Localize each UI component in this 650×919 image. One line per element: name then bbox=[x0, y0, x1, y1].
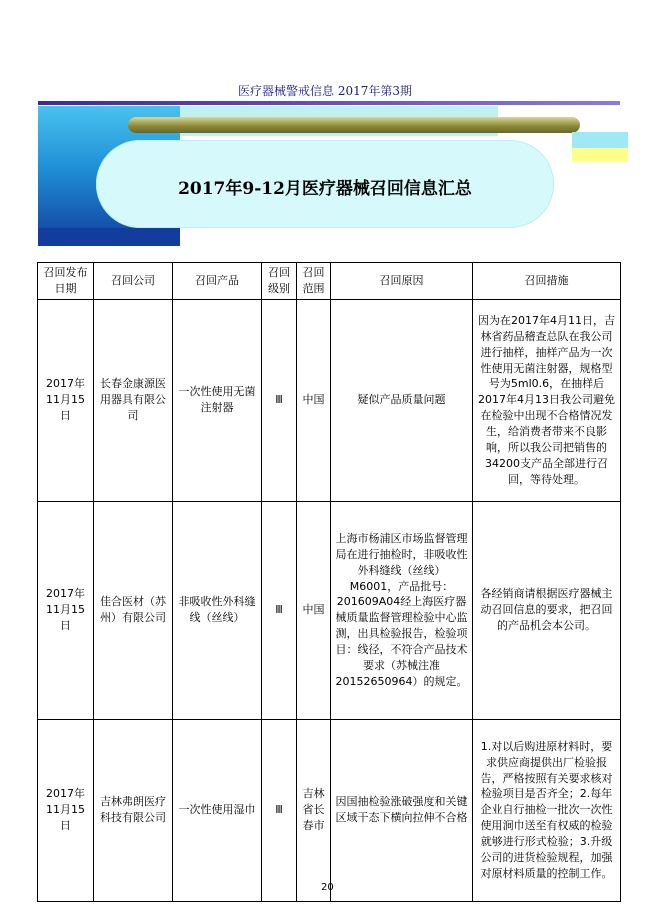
header-title: 医疗器械警戒信息 2017年第3期 bbox=[238, 84, 412, 98]
table-header-row bbox=[38, 263, 621, 300]
recall-measure: 各经销商请根据医疗器械主动召回信息的要求，把召回的产品机会本公司。 bbox=[473, 501, 621, 719]
page-number: 20 bbox=[321, 882, 334, 893]
recall-product: 一次性使用湿巾 bbox=[173, 719, 262, 901]
page-title: 2017年9-12月医疗器械召回信息汇总 bbox=[178, 179, 472, 199]
recall-scope: 中国 bbox=[297, 299, 331, 501]
column-header: 召回范围 bbox=[297, 263, 331, 300]
column-header: 召回原因 bbox=[331, 263, 473, 300]
recall-scope: 中国 bbox=[297, 501, 331, 719]
column-header: 召回级别 bbox=[262, 263, 297, 300]
recall-level: Ⅲ bbox=[262, 719, 297, 901]
recall-company: 佳合医材（苏州）有限公司 bbox=[94, 501, 173, 719]
banner-olive-bar bbox=[128, 117, 580, 133]
recall-measure: 1.对以后购进原材料时，要求供应商提供出厂检验报告，严格按照有关要求核对检验项目是否齐全；2.每年企业自行抽检一批次一次性使用涧巾送至有权威的检验就够进行形式检验；3.升级公司的进货检验规程，加强对原材料质量的控制工作。 bbox=[473, 719, 621, 901]
recall-reason: 疑似产品质量问题 bbox=[331, 299, 473, 501]
recall-product: 非吸收性外科缝线（丝线） bbox=[173, 501, 262, 719]
table-row bbox=[38, 719, 621, 901]
table-row bbox=[38, 299, 621, 501]
recall-product: 一次性使用无菌注射器 bbox=[173, 299, 262, 501]
recall-date: 2017年11月15日 bbox=[38, 501, 94, 719]
recall-company: 吉林弗朗医疗科技有限公司 bbox=[94, 719, 173, 901]
recall-level: Ⅲ bbox=[262, 299, 297, 501]
recall-date: 2017年11月15日 bbox=[38, 719, 94, 901]
column-header: 召回公司 bbox=[94, 263, 173, 300]
table-row bbox=[38, 501, 621, 719]
banner-yellow-box bbox=[572, 148, 628, 162]
recall-reason: 因国抽检验涨破强度和关键区域干态下横向拉伸不合格 bbox=[331, 719, 473, 901]
recall-level: Ⅲ bbox=[262, 501, 297, 719]
banner-cyan-box bbox=[572, 132, 628, 148]
recall-company: 长春金康源医用器具有限公司 bbox=[94, 299, 173, 501]
header-rule bbox=[38, 101, 620, 105]
recall-table bbox=[37, 262, 621, 902]
banner-blue-bottom bbox=[38, 228, 180, 246]
recall-date: 2017年11月15日 bbox=[38, 299, 94, 501]
column-header: 召回发布日期 bbox=[38, 263, 94, 300]
recall-reason: 上海市杨浦区市场监督管理局在进行抽检时，非吸收性外科缝线（丝线）M6001，产品批号：201609A04经上海医疗器械质量监督管理检验中心监测，出具检验报告，检验项目：线径，不符合产品技术要求（苏械注准20152650964）的规定。 bbox=[331, 501, 473, 719]
column-header: 召回产品 bbox=[173, 263, 262, 300]
recall-scope: 吉林省长春市 bbox=[297, 719, 331, 901]
recall-measure: 因为在2017年4月11日，吉林省药品稽查总队在我公司进行抽样，抽样产品为一次性使用无菌注射器，规格型号为5ml0.6，在抽样后2017年4月13日我公司避免在检验中出现不合格情况发生，给消费者带来不良影响，所以我公司把销售的34200支产品全部进行召回，等待处理。 bbox=[473, 299, 621, 501]
column-header: 召回措施 bbox=[473, 263, 621, 300]
